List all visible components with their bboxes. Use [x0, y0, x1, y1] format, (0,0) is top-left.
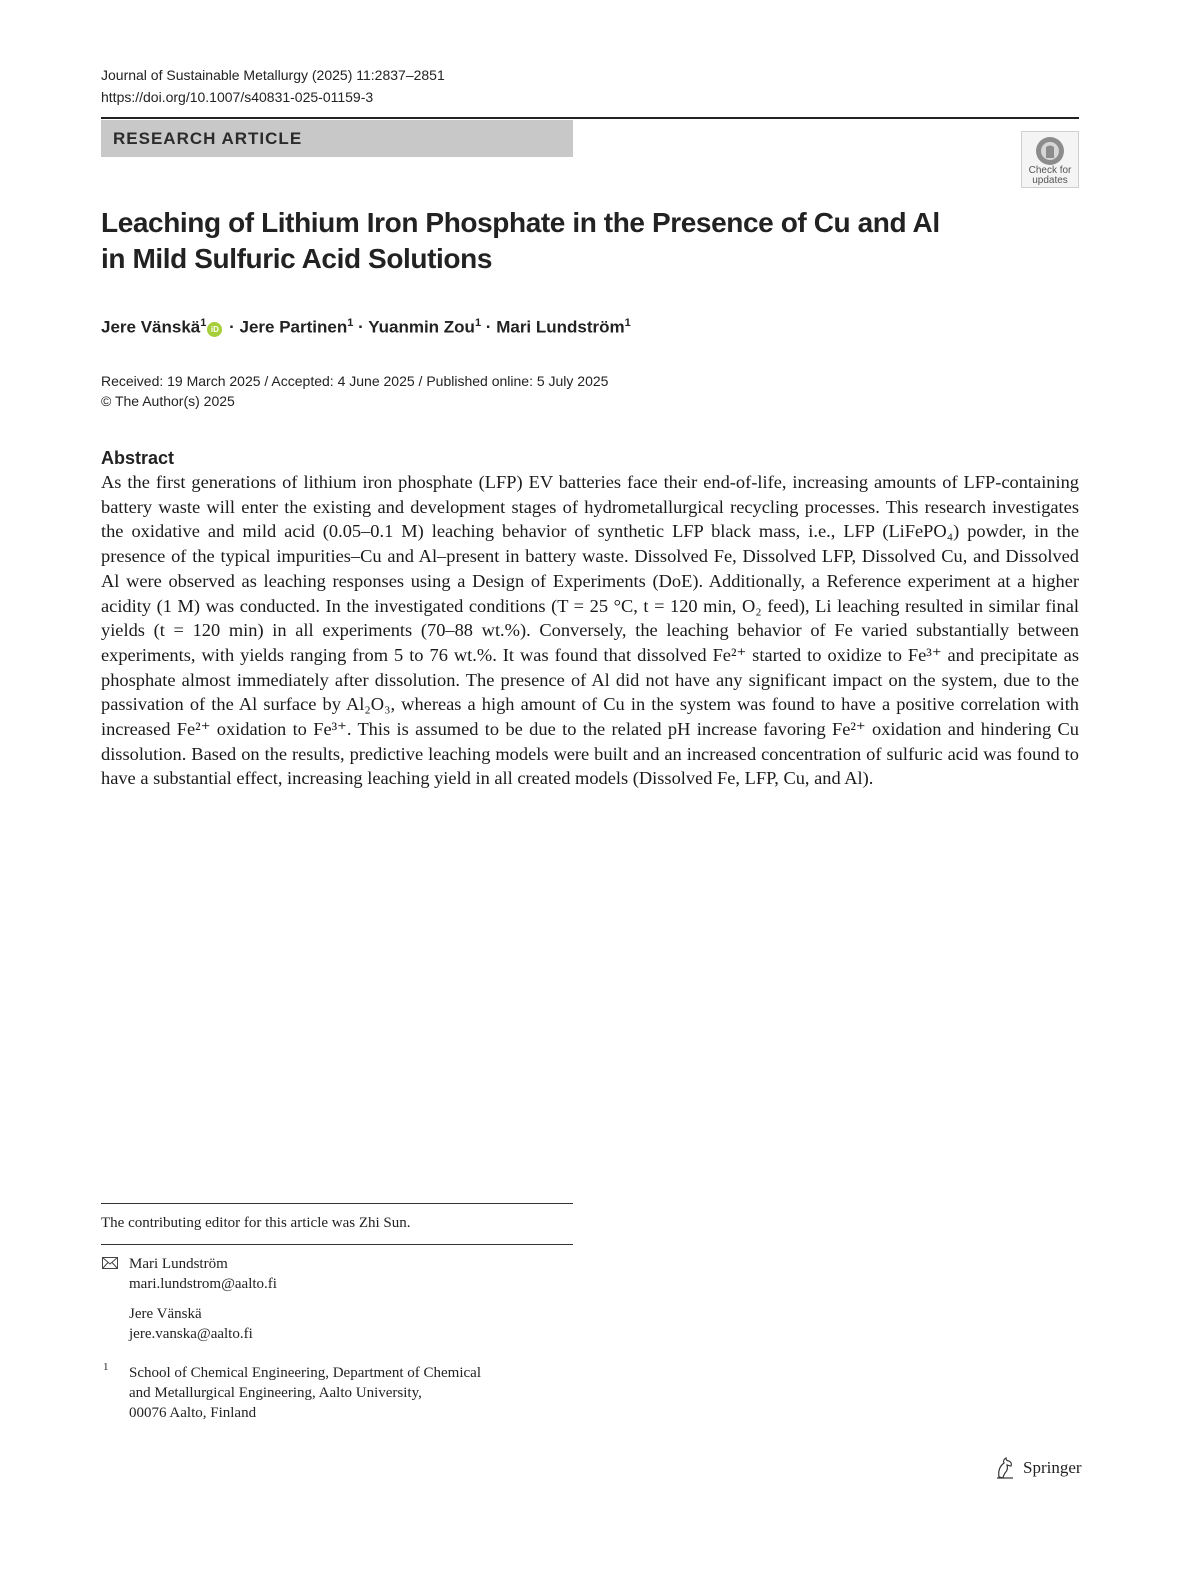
author-separator: ·: [229, 317, 235, 337]
title-line-1: Leaching of Lithium Iron Phosphate in the Presence of Cu and Al: [101, 207, 940, 238]
check-line1: Check for: [1028, 165, 1072, 176]
contact-entry: [129, 1254, 277, 1294]
author-affiliation-mark: 1: [347, 317, 354, 329]
check-for-updates-badge[interactable]: [1021, 131, 1079, 188]
article-title: [101, 205, 1001, 277]
publication-dates: [101, 371, 608, 411]
contact-email[interactable]: jere.vanska@aalto.fi: [129, 1326, 253, 1342]
contact-name: Mari Lundström: [129, 1256, 228, 1272]
author-affiliation-mark: 1: [200, 317, 207, 329]
springer-horse-icon: [995, 1457, 1015, 1479]
article-type-banner: RESEARCH ARTICLE: [101, 120, 573, 157]
orcid-icon[interactable]: iD: [207, 322, 222, 337]
publisher-name: Springer: [1023, 1458, 1082, 1477]
footnote-rule: [101, 1244, 573, 1245]
author-name[interactable]: Jere Partinen: [239, 317, 348, 337]
crossmark-icon: [1035, 136, 1065, 166]
author-separator: ·: [358, 317, 364, 337]
author-affiliation-mark: 1: [474, 317, 482, 329]
author-list: [101, 310, 631, 341]
abstract-paragraph: As the first generations of lithium iron phosphate (LFP) EV batteries face their end-of-life, increasing amounts of LFP-containing battery waste will enter the existing and development stages of hydrometallurgical recycling processes. This research investigates the oxidative and mild acid (0.05–0.1 M) leaching behavior of synthetic LFP black mass, i.e., LFP (LiFePO₄) powder, in the presence of the typical impurities–Cu and Al–present in battery waste. Dissolved Fe, Dissolved LFP, Dissolved Cu, and Dissolved Al were observed as leaching responses using a Design of Experiments (DoE). Additionally, a Reference experiment at a higher acidity (1 M) was conducted. In the investigated conditions (T = 25 °C, t = 120 min, O₂ feed), Li leaching resulted in similar final yields (t = 120 min) in all experiments (70–88 wt.%). Conversely, the leaching behavior of Fe varied substantially between experiments, with yields ranging from 5 to 76 wt.%. It was found that dissolved Fe²⁺ started to oxidize to Fe³⁺ and precipitate as phosphate almost immediately after dissolution. The presence of Al did not have any significant impact on the system, due to the passivation of the Al surface by Al₂O₃, whereas a high amount of Cu in the system was found to have a positive correlation with increased Fe²⁺ oxidation to Fe³⁺. This is assumed to be due to the related pH increase favoring Fe²⁺ oxidation and hindering Cu dissolution. Based on the results, predictive leaching models were built and an increased concentration of sulfuric acid was found to have a substantial effect, increasing leaching yield in all created models (Dissolved Fe, LFP, Cu, and Al).: [101, 472, 1079, 789]
author-name[interactable]: Jere Vänskä: [101, 317, 201, 337]
copyright-line: © The Author(s) 2025: [101, 393, 235, 409]
dates-line: Received: 19 March 2025 / Accepted: 4 June 2025 / Published online: 5 July 2025: [101, 373, 609, 389]
affiliation-line: 00076 Aalto, Finland: [129, 1405, 257, 1421]
check-line2: updates: [1032, 175, 1068, 186]
author-name[interactable]: Mari Lundström: [496, 317, 625, 337]
title-line-2: in Mild Sulfuric Acid Solutions: [101, 243, 493, 274]
abstract-text: [101, 470, 1079, 791]
contact-name: Jere Vänskä: [129, 1306, 202, 1322]
abstract-heading: Abstract: [101, 448, 175, 468]
journal-info: [101, 64, 445, 108]
affiliation-line: School of Chemical Engineering, Department of Chemical: [129, 1365, 481, 1381]
doi-link[interactable]: https://doi.org/10.1007/s40831-025-01159-3: [101, 89, 374, 105]
contact-email[interactable]: mari.lundstrom@aalto.fi: [129, 1276, 277, 1292]
editor-note: The contributing editor for this article was Zhi Sun.: [101, 1215, 411, 1231]
header-rule: [101, 117, 1079, 119]
author-affiliation-mark: 1: [624, 317, 631, 329]
affiliation-text: [129, 1363, 481, 1423]
author-separator: ·: [485, 317, 492, 337]
contact-entry: [129, 1304, 253, 1344]
author-name[interactable]: Yuanmin Zou: [368, 317, 475, 337]
affiliation-line: and Metallurgical Engineering, Aalto University,: [129, 1385, 422, 1401]
envelope-icon: [102, 1257, 118, 1269]
publisher-logo: [995, 1457, 1082, 1483]
affiliation-number: 1: [103, 1361, 109, 1373]
footnote-rule: [101, 1203, 573, 1204]
journal-citation: Journal of Sustainable Metallurgy (2025) 11:2837–2851: [101, 67, 445, 83]
